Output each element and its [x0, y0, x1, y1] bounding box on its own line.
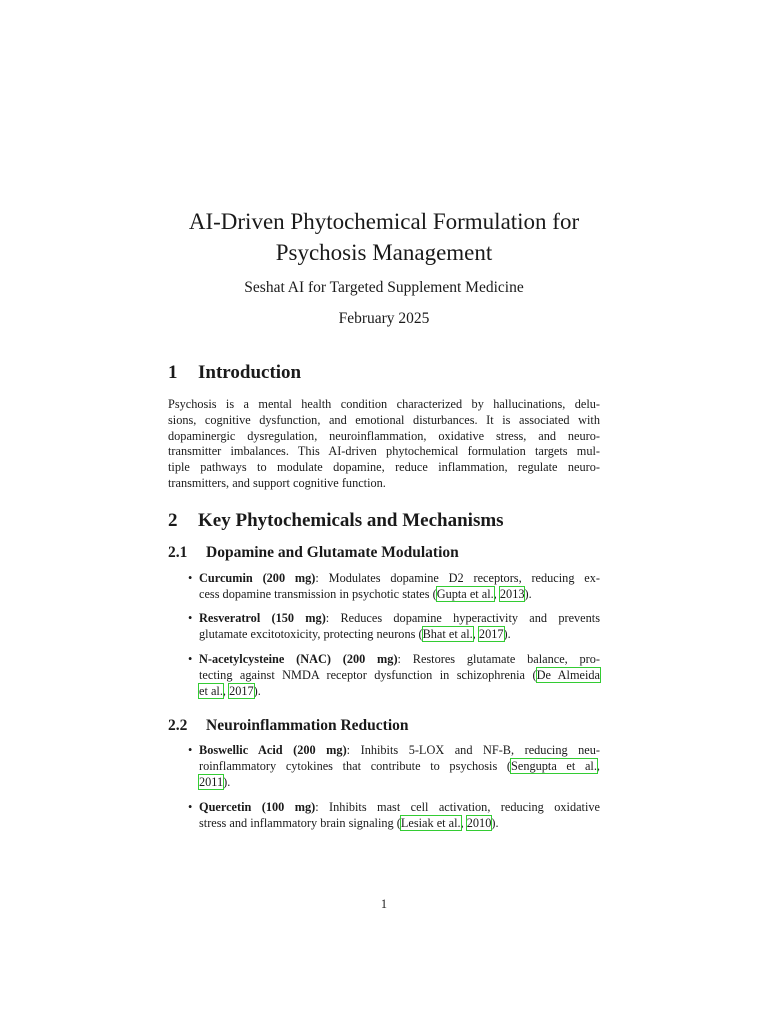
citation-separator: , — [493, 586, 500, 601]
list-item-text — [199, 743, 600, 790]
citation-link[interactable]: Sengupta et al. — [511, 758, 597, 773]
paper-title-line-1: AI-Driven Phytochemical Formulation for — [188, 209, 580, 234]
paper-author: Seshat AI for Targeted Supplement Medicine — [244, 279, 524, 296]
item-description: stress and inflammatory brain signaling ( — [199, 815, 401, 830]
paragraph-line: Psychosis is a mental health condition characterized by hallucinations, delu- — [168, 397, 600, 411]
citation-separator: , — [222, 683, 230, 698]
section-title: Key Phytochemicals and Mechanisms — [198, 510, 504, 531]
paragraph-line: sions, cognitive dysfunction, and emotional disturbances. It is associated with — [168, 412, 600, 427]
item-description: cess dopamine transmission in psychotic states ( — [199, 586, 437, 601]
page-number: 1 — [380, 897, 388, 911]
compound-name: N-acetylcysteine (NAC) (200 mg) — [199, 652, 398, 666]
citation-link-continued[interactable]: et al. — [199, 683, 223, 698]
paper-title — [168, 206, 600, 268]
bullet-icon: • — [188, 800, 193, 814]
item-description: ). — [524, 586, 532, 601]
item-description: ). — [223, 774, 231, 789]
citation-year-link[interactable]: 2010 — [466, 815, 492, 830]
item-description: glutamate excitotoxicity, protecting neurons ( — [199, 626, 423, 641]
bullet-icon: • — [188, 571, 193, 585]
subsection-title: Dopamine and Glutamate Modulation — [206, 544, 459, 561]
compound-name: Curcumin (200 mg) — [199, 571, 316, 585]
subsection-heading-neuroinflammation — [168, 717, 409, 735]
item-description: : Restores glutamate balance, pro- — [397, 652, 600, 666]
paper-title-line-2: Psychosis Management — [275, 240, 493, 265]
paragraph-line: tiple pathways to modulate dopamine, reduce inflammation, regulate neuro- — [168, 460, 600, 475]
item-description: roinflammatory cytokines that contribute to psychosis ( — [199, 758, 512, 773]
citation-link[interactable]: Bhat et al. — [422, 626, 473, 641]
list-item-text — [199, 611, 600, 643]
citation-link[interactable]: Gupta et al. — [436, 586, 494, 601]
list-item-text — [199, 800, 600, 832]
introduction-paragraph — [168, 397, 600, 492]
citation-separator: , — [460, 815, 467, 830]
citation-link[interactable]: Lesiak et al. — [400, 815, 461, 830]
subsection-number: 2.2 — [168, 717, 188, 734]
item-description: : Inhibits 5-LOX and NF-B, reducing neu- — [346, 743, 600, 757]
citation-year-link[interactable]: 2013 — [499, 586, 525, 601]
paragraph-line: transmitters, and support cognitive function. — [168, 475, 386, 490]
compound-name: Quercetin (100 mg) — [199, 800, 316, 814]
section-title: Introduction — [198, 362, 302, 383]
citation-separator: , — [472, 626, 479, 641]
subsection-number: 2.1 — [168, 544, 188, 561]
list-item-text — [199, 652, 600, 699]
citation-link[interactable]: De Almeida — [536, 667, 601, 682]
section-number: 1 — [168, 362, 178, 383]
section-heading-introduction — [168, 362, 301, 384]
item-description: : Modulates dopamine D2 receptors, reducing ex- — [315, 571, 600, 585]
item-description: : Inhibits mast cell activation, reducing oxidative — [315, 800, 600, 814]
section-number: 2 — [168, 510, 178, 531]
paragraph-line: transmitter imbalances. This AI-driven phytochemical formulation targets mul- — [168, 444, 600, 459]
citation-year-link[interactable]: 2011 — [199, 774, 224, 789]
item-description: tecting against NMDA receptor dysfunction in schizophrenia ( — [199, 667, 537, 682]
subsection-heading-dopamine-glutamate — [168, 544, 459, 562]
item-description: ). — [491, 815, 499, 830]
bullet-icon: • — [188, 652, 193, 666]
citation-year-link[interactable]: 2017 — [478, 626, 504, 641]
paper-date: February 2025 — [338, 310, 430, 327]
list-item-text — [199, 571, 600, 603]
bullet-icon: • — [188, 743, 193, 757]
item-description: ). — [253, 683, 261, 698]
compound-name: Resveratrol (150 mg) — [199, 611, 326, 625]
item-description: ). — [503, 626, 511, 641]
subsection-title: Neuroinflammation Reduction — [206, 717, 409, 734]
bullet-icon: • — [188, 611, 193, 625]
item-description: : Reduces dopamine hyperactivity and prevents — [325, 611, 600, 625]
citation-separator: , — [596, 758, 600, 773]
section-heading-key-phytochemicals — [168, 510, 504, 532]
compound-name: Boswellic Acid (200 mg) — [199, 743, 347, 757]
citation-year-link[interactable]: 2017 — [229, 683, 254, 698]
paragraph-line: dopaminergic dysregulation, neuroinflammation, oxidative stress, and neuro- — [168, 428, 600, 443]
